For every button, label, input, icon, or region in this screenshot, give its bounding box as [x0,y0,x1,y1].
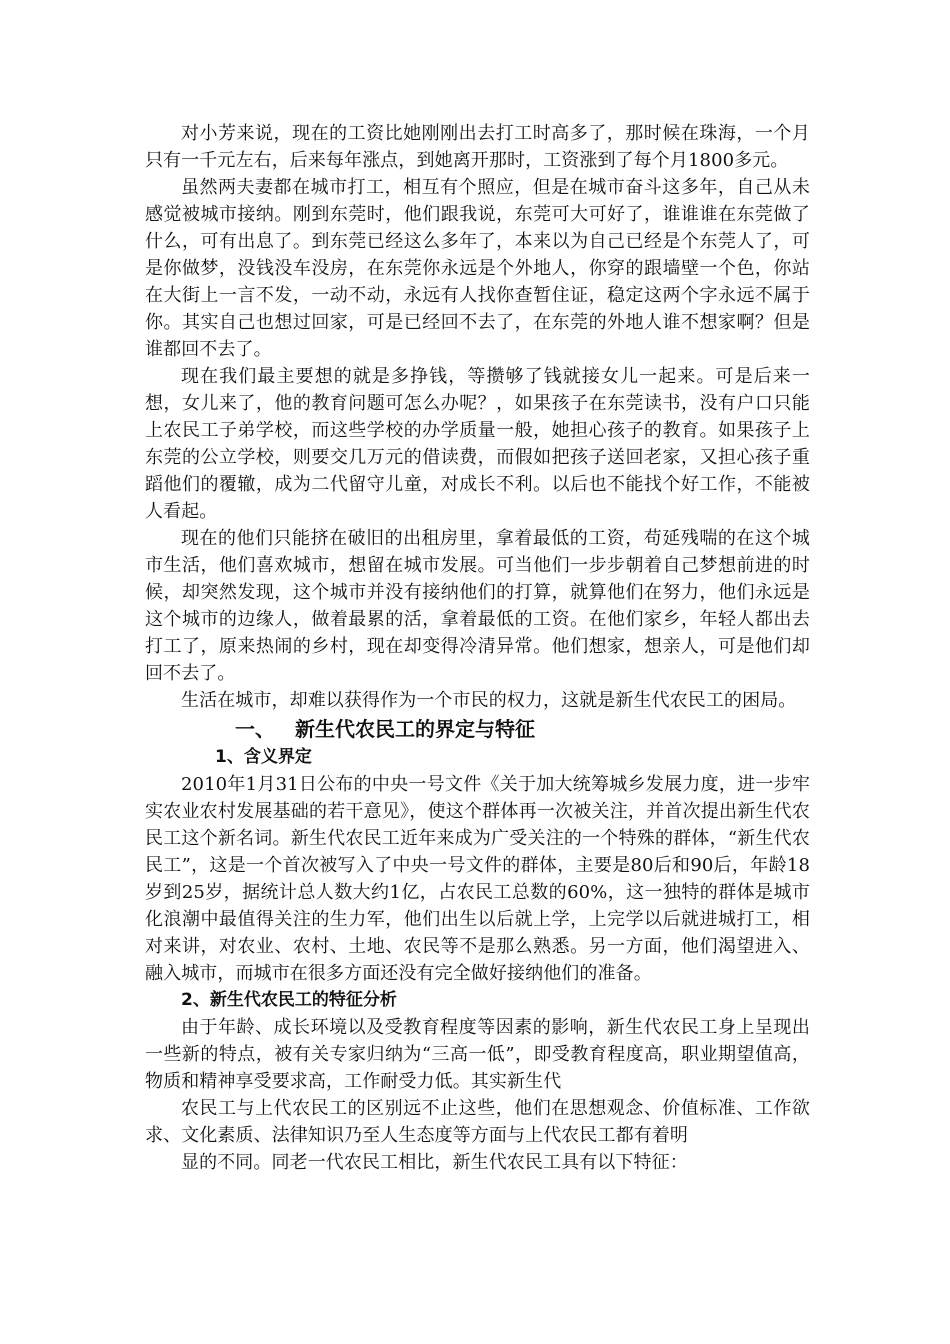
paragraph-wages: 对小芳来说，现在的工资比她刚刚出去打工时高多了，那时候在珠海，一个月只有一千元左右，后来每年涨点，到她离开那时，工资涨到了每个月1800多元。 [145,123,810,171]
paragraph-city-struggle: 虽然两夫妻都在城市打工，相互有个照应，但是在城市奋斗这多年，自己从未感觉被城市接纳。刚到东莞时，他们跟我说，东莞可大可好了，谁谁谁在东莞做了什么，可有出息了。到东莞已经这么多年了，本来以为自己已经是个东莞人了，可是你做梦，没钱没车没房，在东莞你永远是个外地人，你穿的跟墙壁一个色，你站在大街上一言不发，一动不动，永远有人找你查暂住证，稳定这两个字永远不属于你。其实自己也想过回家，可是已经回不去了，在东莞的外地人谁不想家啊？但是谁都回不去了。 [145,177,810,360]
sub-heading-characteristics: 2、新生代农民工的特征分析 [181,990,397,1010]
document-body [145,120,810,1176]
section-heading [145,714,810,744]
paragraph-definition: 2010年1月31日公布的中央一号文件《关于加大统筹城乡发展力度，进一步牢实农业农村发展基础的若干意见》，使这个群体再一次被关注，并首次提出新生代农民工这个新名词。新生代农民工近年来成为广受关注的一个特殊的群体，“新生代农民工”，这是一个首次被写入了中央一号文件的群体，主要是80后和90后，年龄18岁到25岁，据统计总人数大约1亿，占农民工总数的60%，这一独特的群体是城市化浪潮中最值得关注的生力军，他们出生以后就上学，上完学以后就进城打工，相对来讲，对农业、农村、土地、农民等不是那么熟悉。另一方面，他们渴望进入、融入城市，而城市在很多方面还没有完全做好接纳他们的准备。 [145,774,810,984]
paragraph-dilemma: 生活在城市，却难以获得作为一个市民的权力，这就是新生代农民工的困局。 [181,690,797,711]
paragraph-characteristics-2: 农民工与上代农民工的区别远不止这些，他们在思想观念、价值标准、工作欲求、文化素质、法律知识乃至人生态度等方面与上代农民工都有着明 [145,1098,810,1146]
paragraph-characteristics-3: 显的不同。同老一代农民工相比，新生代农民工具有以下特征： [181,1152,688,1173]
paragraph-characteristics-1: 由于年龄、成长环境以及受教育程度等因素的影响，新生代农民工身上呈现出一些新的特点，被有关专家归纳为“三高一低”，即受教育程度高，职业期望值高，物质和精神享受要求高，工作耐受力低。其实新生代 [145,1017,810,1092]
paragraph-education-worry: 现在我们最主要想的就是多挣钱，等攒够了钱就接女儿一起来。可是后来一想，女儿来了，他的教育问题可怎么办呢？，如果孩子在东莞读书，没有户口只能上农民工子弟学校，而这些学校的办学质量一般，她担心孩子的教育。如果孩子上东莞的公立学校，则要交几万元的借读费，而假如把孩子送回老家，又担心孩子重蹈他们的覆辙，成为二代留守儿童，对成长不利。以后也不能找个好工作，不能被人看起。 [145,366,810,522]
sub-heading-definition: 1、含义界定 [215,747,312,767]
section-heading-number: 一、 [235,717,275,741]
section-heading-title: 新生代农民工的界定与特征 [295,717,535,741]
paragraph-living-conditions: 现在的他们只能挤在破旧的出租房里，拿着最低的工资，苟延残喘的在这个城市生活，他们喜欢城市，想留在城市发展。可当他们一步步朝着自己梦想前进的时候，却突然发现，这个城市并没有接纳他们的打算，就算他们在努力，他们永远是这个城市的边缘人，做着最累的活，拿着最低的工资。在他们家乡，年轻人都出去打工了，原来热闹的乡村，现在却变得冷清异常。他们想家，想亲人，可是他们却回不去了。 [145,528,810,684]
